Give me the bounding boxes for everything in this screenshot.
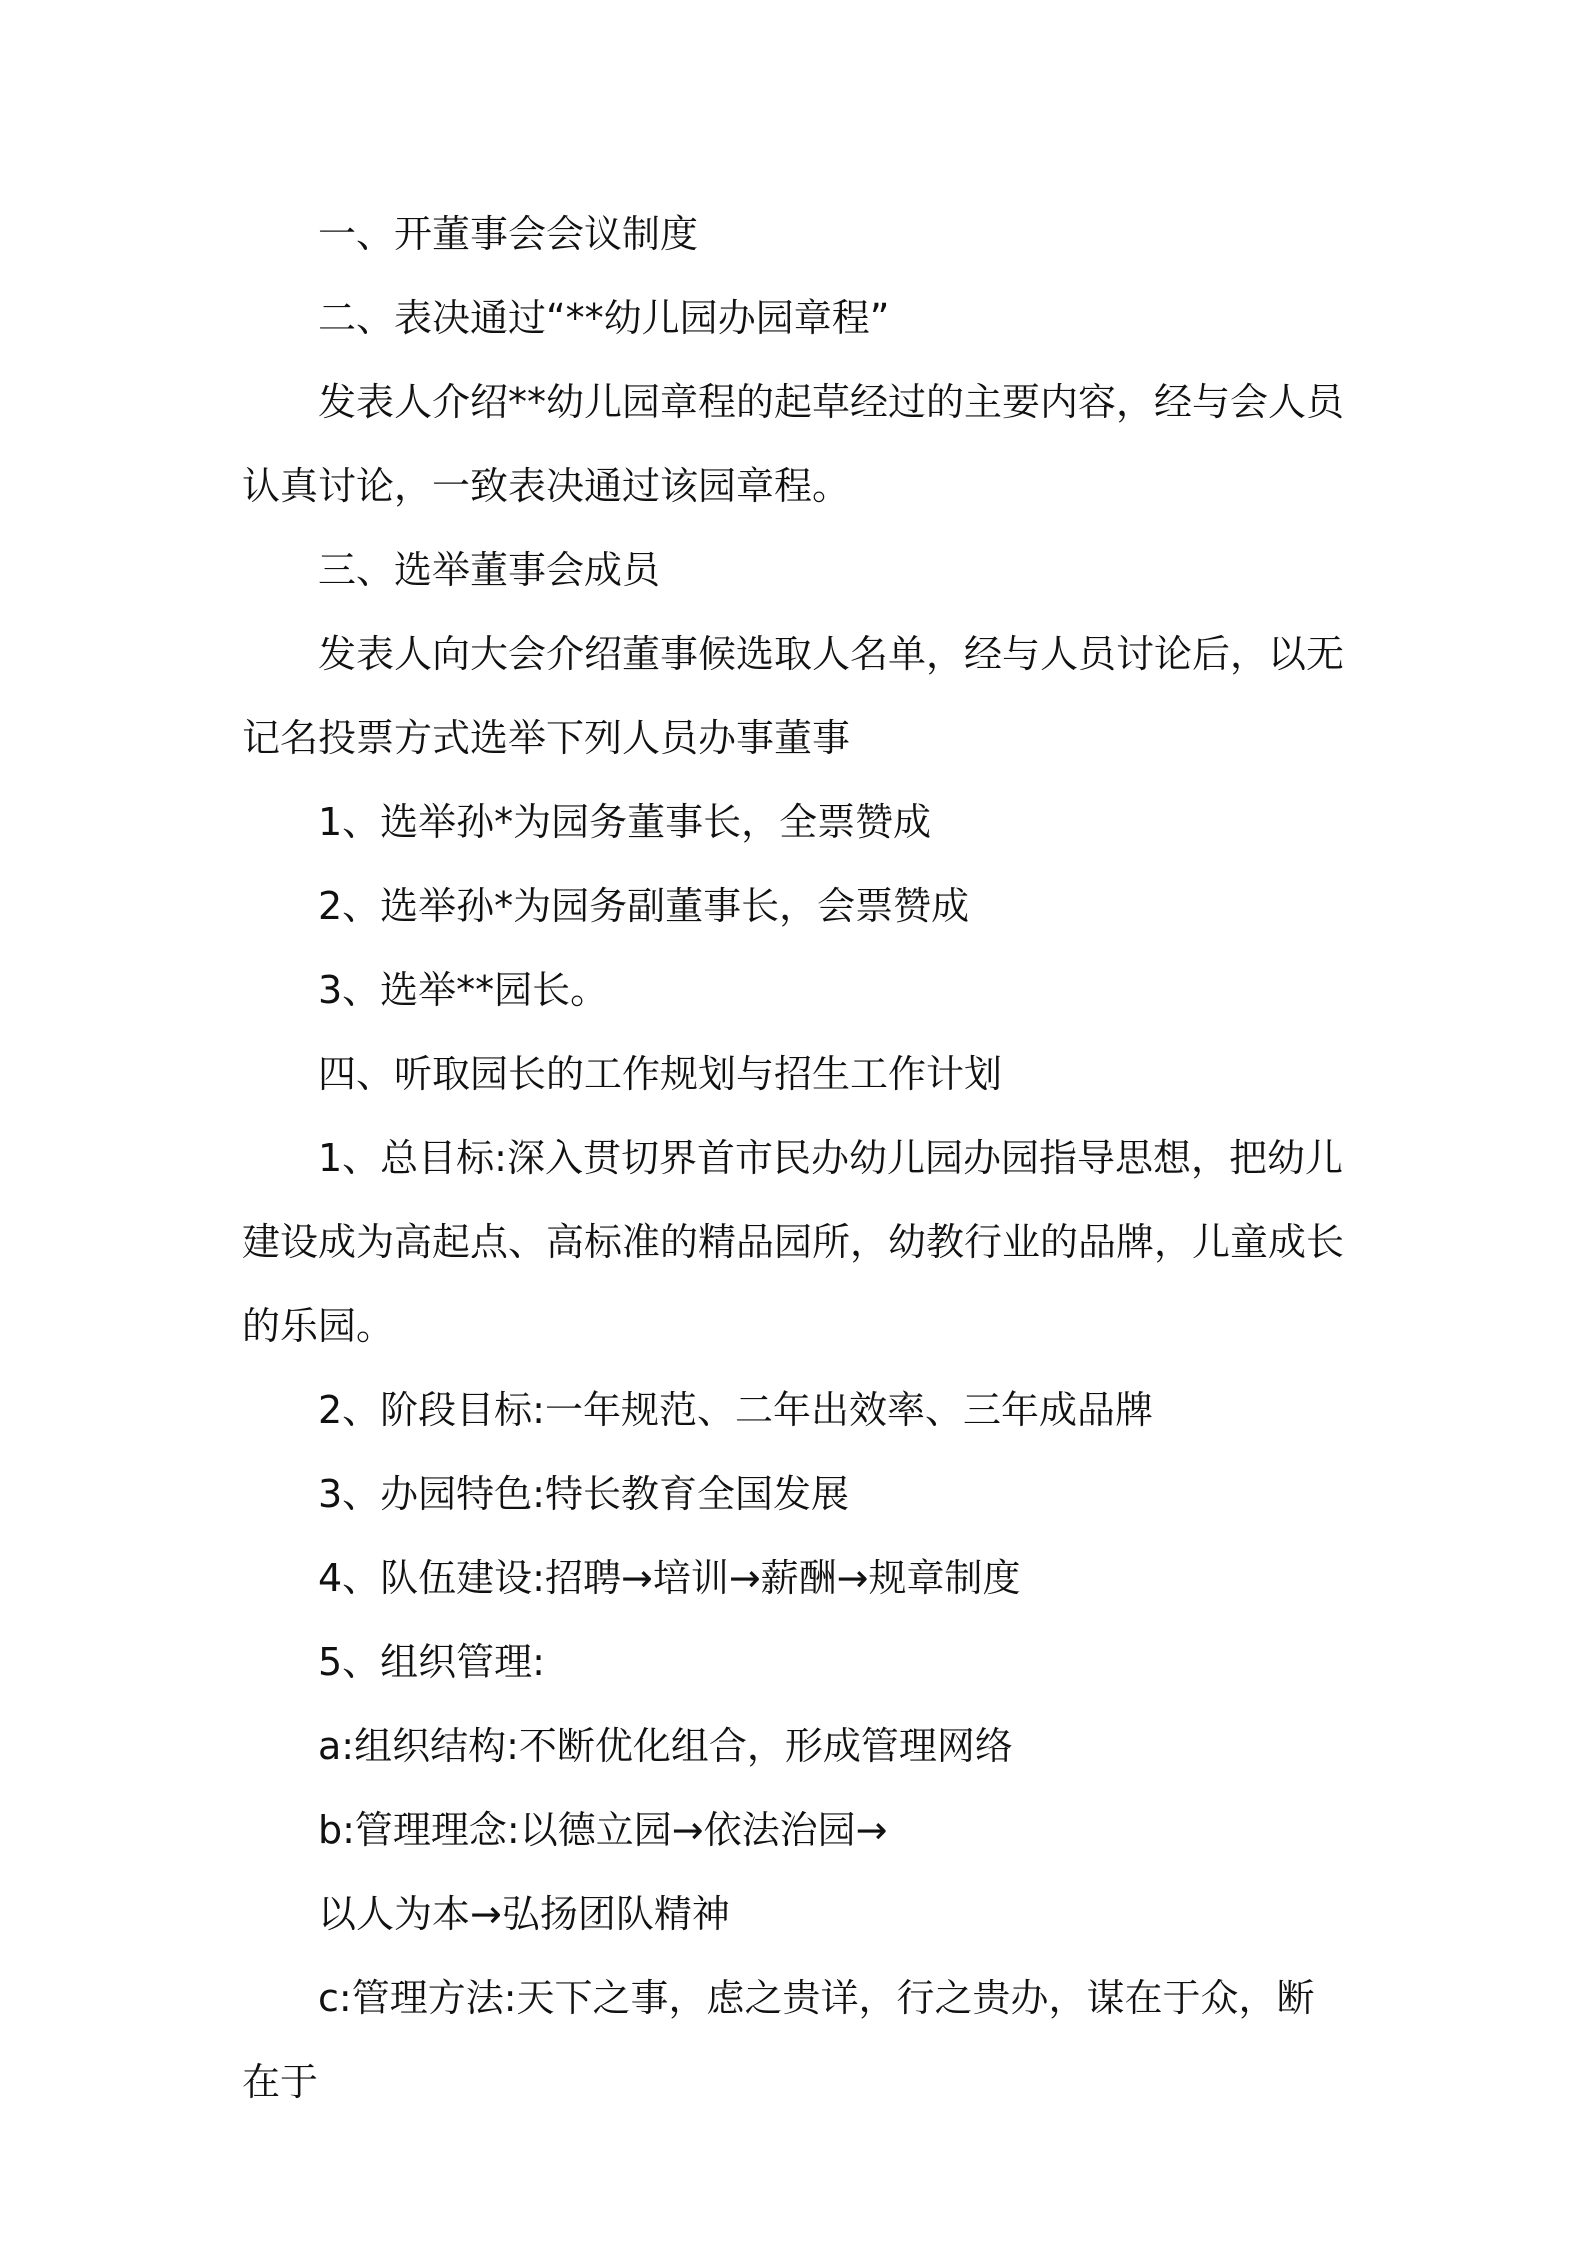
list-item-elect-director: 3、选举**园长。 [318,968,609,1012]
paragraph-charter-discussion: 发表人介绍**幼儿园章程的起草经过的主要内容，经与会人员认真讨论，一致表决通过该园章程。 [242,380,1345,508]
heading-work-plan: 四、听取园长的工作规划与招生工作计划 [318,1052,1003,1096]
sub-item-management-concept: b:管理理念:以德立园→依法治园→ [318,1808,888,1852]
list-item-elect-vice-chairman: 2、选举孙*为园务副董事长，会票赞成 [318,884,970,928]
list-item-organization-management: 5、组织管理: [318,1640,545,1684]
list-item-overall-goal: 1、总目标:深入贯切界首市民办幼儿园办园指导思想，把幼儿建设成为高起点、高标准的精品园所，幼教行业的品牌，儿童成长的乐园。 [242,1136,1345,1348]
heading-approve-charter: 二、表决通过“**幼儿园办园章程” [318,296,890,340]
list-item-school-features: 3、办园特色:特长教育全国发展 [318,1472,849,1516]
list-item-team-building: 4、队伍建设:招聘→培训→薪酬→规章制度 [318,1556,1021,1600]
sub-item-organization-structure: a:组织结构:不断优化组合，形成管理网络 [318,1724,1013,1768]
list-item-elect-chairman: 1、选举孙*为园务董事长，全票赞成 [318,800,932,844]
sub-item-management-concept-continued: 以人为本→弘扬团队精神 [318,1892,730,1936]
heading-elect-board: 三、选举董事会成员 [318,548,661,592]
list-item-stage-goal: 2、阶段目标:一年规范、二年出效率、三年成品牌 [318,1388,1153,1432]
paragraph-candidate-list: 发表人向大会介绍董事候选取人名单，经与人员讨论后，以无记名投票方式选举下列人员办事董事 [242,632,1345,760]
heading-board-meeting-system: 一、开董事会会议制度 [318,212,699,256]
sub-item-management-method: c:管理方法:天下之事，虑之贵详，行之贵办，谋在于众，断在于 [242,1976,1315,2104]
document-body [242,192,1352,2124]
